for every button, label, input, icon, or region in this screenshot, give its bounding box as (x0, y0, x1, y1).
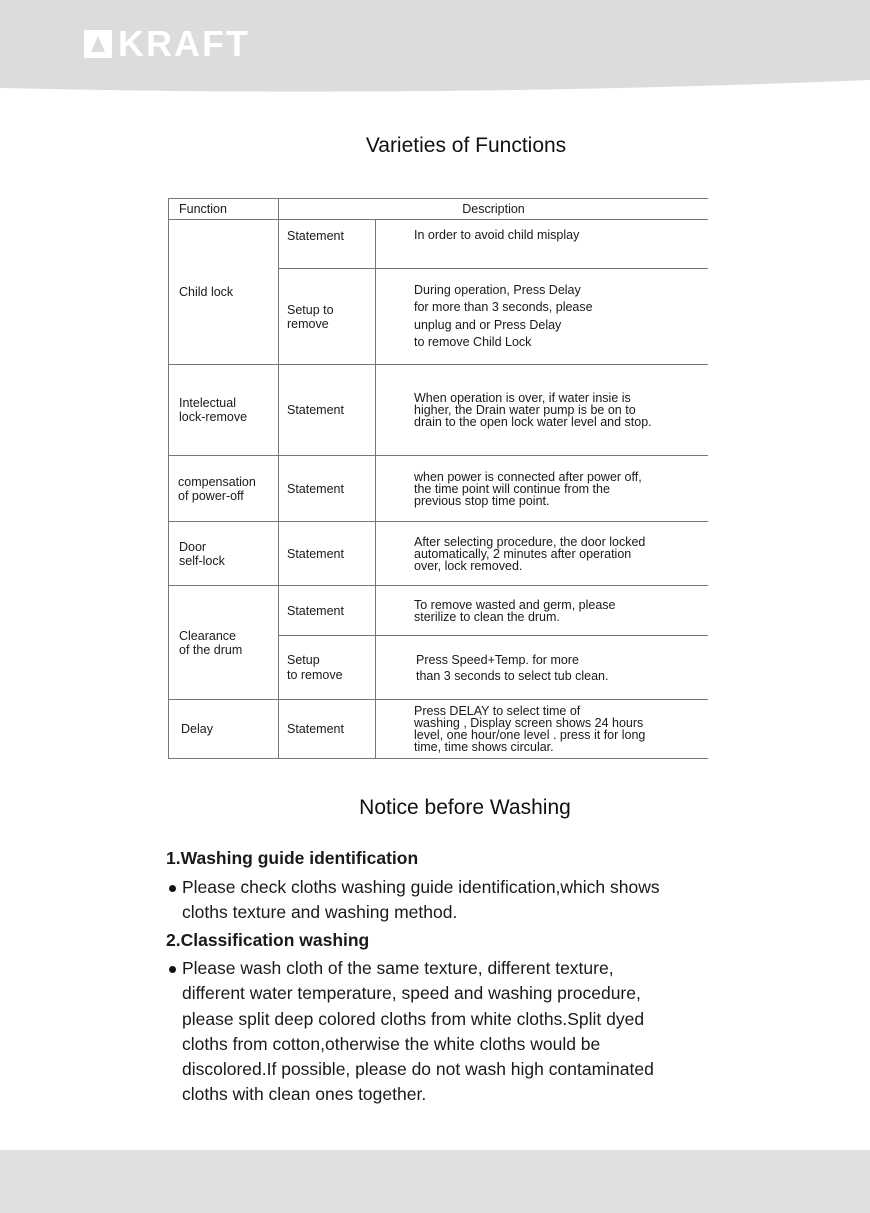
text-line: different water temperature, speed and washing procedure, (182, 983, 641, 1004)
description-text (376, 586, 709, 636)
label-line: to remove (287, 667, 343, 682)
description-text: In order to avoid child misplay (376, 220, 709, 269)
function-line: self-lock (179, 553, 225, 568)
description-line: washing , Display screen shows 24 hours (414, 716, 644, 730)
table-row (169, 220, 709, 269)
row-label (279, 269, 376, 365)
section-title-notice: Notice before Washing (359, 796, 571, 819)
description-line: time, time shows circular. (414, 740, 554, 754)
bullet-icon (169, 885, 176, 892)
row-label (279, 636, 376, 700)
function-intellectual-lock (169, 365, 279, 456)
footer-band (0, 1150, 870, 1213)
text-line: discolored.If possible, please do not wash high contaminated (182, 1059, 654, 1080)
row-label: Statement (279, 365, 376, 456)
table-row (169, 522, 709, 586)
header-description: Description (279, 199, 709, 220)
text-line: cloths from cotton,otherwise the white cloths would be (182, 1033, 601, 1054)
paragraph-classification (166, 956, 654, 1108)
text-line: cloths with clean ones together. (182, 1084, 427, 1105)
row-label: Statement (279, 522, 376, 586)
description-line: to remove Child Lock (414, 335, 532, 349)
description-line: When operation is over, if water insie is (414, 391, 631, 405)
description-line: level, one hour/one level . press it for long (414, 728, 646, 742)
description-line: than 3 seconds to select tub clean. (416, 668, 609, 683)
function-line: lock-remove (179, 410, 248, 424)
table-header-row (169, 199, 709, 220)
row-label: Statement (279, 586, 376, 636)
description-text (376, 365, 709, 456)
description-line: for more than 3 seconds, please (414, 300, 593, 314)
heading-classification: 2.Classification washing (166, 930, 370, 950)
function-delay: Delay (169, 700, 279, 759)
row-label: Statement (279, 700, 376, 759)
table-row (169, 365, 709, 456)
function-line: Intelectual (179, 396, 236, 410)
description-line: After selecting procedure, the door locked (414, 534, 646, 549)
table-row (169, 700, 709, 759)
table-row (169, 586, 709, 636)
description-text (376, 636, 709, 700)
description-line: Press Speed+Temp. for more (416, 652, 579, 667)
description-line: To remove wasted and germ, please (414, 597, 616, 612)
description-line: automatically, 2 minutes after operation (414, 546, 632, 561)
function-line: Door (179, 539, 207, 554)
text-line: cloths texture and washing method. (182, 902, 458, 923)
label-line: remove (287, 316, 329, 331)
label-line: Setup (287, 652, 320, 667)
function-line: compensation (178, 474, 256, 489)
brand-name: KRAFT (118, 23, 250, 64)
function-line: of the drum (179, 642, 243, 657)
function-child-lock: Child lock (169, 220, 279, 365)
text-line: Please check cloths washing guide identification,which shows (182, 877, 660, 897)
description-line: when power is connected after power off, (414, 469, 642, 484)
description-line: previous stop time point. (414, 493, 550, 508)
description-line: sterilize to clean the drum. (414, 609, 560, 624)
table-row (169, 456, 709, 522)
row-label: Statement (279, 456, 376, 522)
description-text (376, 269, 709, 365)
functions-table (168, 198, 708, 759)
text-line: please split deep colored cloths from white cloths.Split dyed (182, 1008, 645, 1029)
description-line: unplug and or Press Delay (414, 317, 562, 332)
description-text (376, 700, 709, 759)
description-line: higher, the Drain water pump is be on to (414, 403, 636, 417)
paragraph-washing-guide (166, 875, 660, 926)
description-line: the time point will continue from the (414, 481, 610, 496)
function-door-self-lock (169, 522, 279, 586)
function-line: of power-off (178, 488, 244, 503)
heading-washing-guide: 1.Washing guide identification (166, 848, 419, 868)
text-line: Please wash cloth of the same texture, different texture, (182, 958, 614, 978)
description-line: Press DELAY to select time of (414, 704, 581, 718)
bullet-line (166, 956, 654, 981)
function-line: Clearance (179, 628, 236, 643)
description-line: drain to the open lock water level and stop. (414, 415, 652, 429)
section-title-functions: Varieties of Functions (365, 134, 567, 157)
bullet-icon (169, 966, 176, 973)
bullet-line (166, 875, 660, 900)
description-line: over, lock removed. (414, 558, 523, 573)
label-line: Setup to (287, 302, 334, 317)
function-compensation (169, 456, 279, 522)
header-function: Function (169, 199, 279, 220)
description-line: During operation, Press Delay (414, 282, 581, 297)
brand-logo (84, 23, 250, 64)
function-clearance-drum (169, 586, 279, 700)
description-text (376, 456, 709, 522)
description-text (376, 522, 709, 586)
logo-triangle-icon (84, 30, 112, 58)
row-label: Statement (279, 220, 376, 269)
